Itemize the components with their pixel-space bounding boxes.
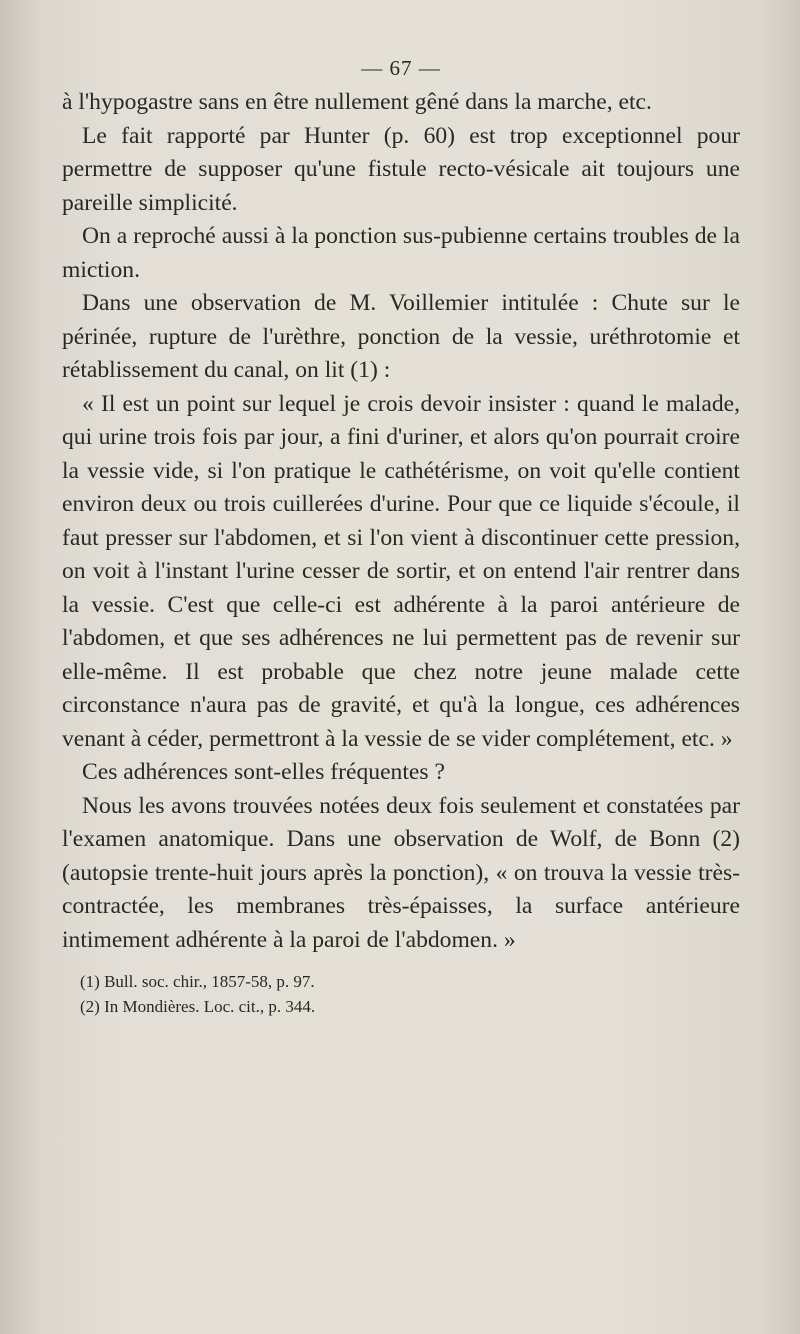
paragraph-5-quote: « Il est un point sur lequel je crois devoir insister : quand le malade, qui urine trois fois par jour, a fini d'uriner, et alors qu'on pourrait croire la vessie vide, si l'on pratique le cathétérisme, on voit qu'elle contient environ deux ou trois cuillerées d'urine. Pour que ce liquide s'écoule, il faut presser sur l'abdomen, et si l'on vient à discontinuer cette pression, on voit à l'instant l'urine cesser de sortir, et on entend l'air rentrer dans la vessie. C'est que celle-ci est adhérente à la paroi antérieure de l'abdomen, et que ses adhérences ne lui permettent pas de revenir sur elle-même. Il est probable que chez notre jeune malade cette circonstance n'aura pas de gravité, et qu'à la longue, ces adhérences venant à céder, permettront à la vessie de se vider complétement, etc. » xyxy=(62,390,740,752)
paragraph-7: Nous les avons trouvées notées deux fois seulement et constatées par l'examen anatomique. Dans une observation de Wolf, de Bonn (2) (autopsie trente-huit jours après la ponction), « on trouva la vessie très-contractée, les membranes très-épaisses, la surface antérieure intimement adhérente à la paroi de l'abdomen. » xyxy=(62,792,740,953)
footnotes xyxy=(62,969,740,1019)
page-number: — 67 — xyxy=(361,56,441,80)
paragraph-2: Le fait rapporté par Hunter (p. 60) est trop exceptionnel pour permettre de supposer qu'une fistule recto-vésicale ait toujours une pareille simplicité. xyxy=(62,122,740,216)
paragraph-4: Dans une observation de M. Voillemier intitulée : Chute sur le périnée, rupture de l'urèthre, ponction de la vessie, uréthrotomie et rétablissement du canal, on lit (1) : xyxy=(62,290,740,383)
page-text-block xyxy=(62,50,740,1019)
paragraph-1: à l'hypogastre sans en être nullement gêné dans la marche, etc. xyxy=(62,89,652,115)
paragraph-3: On a reproché aussi à la ponction sus-pubienne certains troubles de la miction. xyxy=(62,223,740,283)
paragraph-6: Ces adhérences sont-elles fréquentes ? xyxy=(82,759,445,785)
footnote-2: (2) In Mondières. Loc. cit., p. 344. xyxy=(80,997,316,1016)
footnote-1: (1) Bull. soc. chir., 1857-58, p. 97. xyxy=(80,972,315,991)
